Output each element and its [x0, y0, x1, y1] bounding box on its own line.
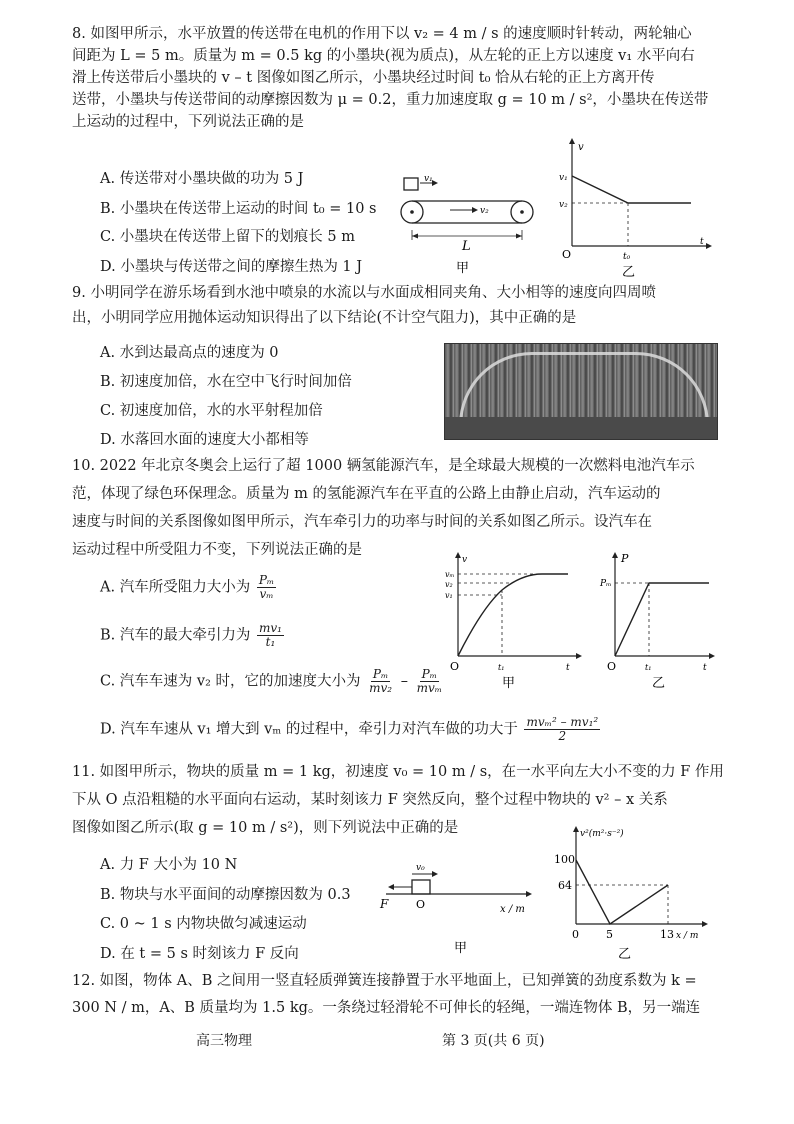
t0-tick: t₀	[623, 252, 631, 262]
q10-line-2: 范，体现了绿色环保理念。质量为 m 的氢能源汽车在平直的公路上由静止启动，汽车运动的	[72, 486, 661, 502]
tick-13: 13	[660, 928, 674, 941]
footer-subject: 高三物理	[196, 1033, 252, 1049]
q12-line-2: 300 N / m，A、B 质量均为 1.5 kg。一条绕过轻滑轮不可伸长的轻绳，一端连物体 B，另一端连	[72, 1000, 701, 1016]
q8-vt-graph	[556, 138, 714, 280]
q9-line-2: 出，小明同学应用抛体运动知识得出了以下结论(不计空气阻力)，其中正确的是	[72, 310, 577, 326]
q9-option-d: D. 水落回水面的速度大小都相等	[100, 432, 309, 448]
q11-line-2: 下从 O 点沿粗糙的水平面向右运动，某时刻该力 F 突然反向，整个过程中物块的 v² – x 关系	[72, 792, 668, 808]
length-label: L	[462, 239, 471, 254]
q10-option-c: C. 汽车车速为 v₂ 时，它的加速度大小为 $\frac{\text{Pₘ}}{\text{mv₂}}$ – $\frac{\text{Pₘ}}{\text{mvₘ}}$	[100, 667, 443, 695]
q10-line-3: 速度与时间的关系图像如图甲所示，汽车牵引力的功率与时间的关系如图乙所示。设汽车在	[72, 514, 652, 530]
q8-line-1: 8. 如图甲所示，水平放置的传送带在电机的作用下以 v₂ = 4 m / s 的速度顺时针转动，两轮轴心	[72, 26, 692, 42]
q10-fig-yi-caption: 乙	[652, 676, 666, 690]
t1-tick: t₁	[498, 663, 505, 672]
q10-origin-label: O	[450, 660, 460, 673]
q10-v-axis-label: v	[462, 555, 468, 565]
q11-line-3: 图像如图乙所示(取 g = 10 m / s²)，则下列说法中正确的是	[72, 820, 459, 836]
q10-t-axis-label: t	[566, 663, 570, 673]
q8-fig-yi-caption: 乙	[622, 265, 636, 280]
block-shape	[412, 880, 430, 894]
tick-5: 5	[606, 928, 613, 941]
fountain-arch	[459, 352, 709, 425]
q12-line-1: 12. 如图，物体 A、B 之间用一竖直轻质弹簧连接静置于水平地面上，已知弹簧的劲度系数为 k =	[72, 973, 697, 989]
q8-conveyor-figure	[392, 170, 542, 278]
q8-option-c: C. 小墨块在传送带上留下的划痕长 5 m	[100, 229, 355, 245]
q11-v2x-graph	[552, 824, 722, 966]
q8-option-a: A. 传送带对小墨块做的功为 5 J	[100, 171, 304, 187]
tick-64: 64	[558, 879, 572, 892]
q11-line-1: 11. 如图甲所示，物块的质量 m = 1 kg，初速度 v₀ = 10 m / s，在一水平向左大小不变的力 F 作用	[72, 764, 724, 780]
v-axis-label: v	[578, 142, 584, 153]
tick-0: 0	[572, 928, 579, 941]
q10-option-b: B. 汽车的最大牵引力为 $\frac{\text{mv₁}}{\text{t₁}}$	[100, 621, 282, 649]
q11-option-d: D. 在 t = 5 s 时刻该力 F 反向	[100, 946, 299, 962]
origin-label: O	[562, 248, 572, 261]
q11-block-figure	[376, 860, 541, 960]
q11-option-c: C. 0 ~ 1 s 内物块做匀减速运动	[100, 916, 307, 932]
v2-axis-label: v²(m²·s⁻²)	[580, 829, 624, 839]
q9-line-1: 9. 小明同学在游乐场看到水池中喷泉的水流以与水面成相同夹角、大小相等的速度向四周喷	[72, 285, 656, 301]
q10-pt-graph	[597, 550, 722, 690]
x-axis-label: x / m	[500, 904, 525, 915]
q10-fig-jia-caption: 甲	[502, 676, 516, 690]
fountain-pool	[445, 417, 717, 439]
vm-tick: vₘ	[445, 570, 455, 579]
q9-option-c: C. 初速度加倍，水的水平射程加倍	[100, 403, 323, 419]
tick-100: 100	[554, 853, 575, 866]
q8-fig-jia-caption: 甲	[456, 261, 470, 276]
t-axis-label: t	[700, 237, 704, 247]
fountain-photo	[444, 343, 718, 440]
q10-option-a: A. 汽车所受阻力大小为 $\frac{\text{Pₘ}}{\text{vₘ}}$	[100, 573, 275, 601]
q10b-t-axis-label: t	[703, 663, 707, 673]
v2-label: v₂	[480, 206, 489, 216]
q11-fig-jia-caption: 甲	[454, 941, 468, 956]
vt-line	[572, 176, 691, 203]
q11-option-a: A. 力 F 大小为 10 N	[100, 857, 238, 873]
q10-vt-graph	[440, 550, 585, 690]
q8-line-4: 送带，小墨块与传送带间的动摩擦因数为 μ = 0.2，重力加速度取 g = 10 m / s²，小墨块在传送带	[72, 92, 709, 108]
q8-line-2: 间距为 L = 5 m。质量为 m = 0.5 kg 的小墨块(视为质点)，从左轮的正上方以速度 v₁ 水平向右	[72, 48, 695, 64]
v1-tick: v₁	[559, 173, 568, 183]
force-label: F	[380, 897, 389, 911]
q11-option-b: B. 物块与水平面间的动摩擦因数为 0.3	[100, 887, 351, 903]
p-axis-label: P	[621, 552, 629, 565]
q11-x-axis-label: x / m	[676, 931, 699, 941]
q8-option-b: B. 小墨块在传送带上运动的时间 t₀ = 10 s	[100, 201, 377, 217]
v2-tick: v₂	[445, 580, 453, 589]
q8-line-5: 上运动的过程中，下列说法正确的是	[72, 114, 304, 130]
q10b-t1-tick: t₁	[645, 663, 652, 672]
ink-block-shape	[404, 178, 418, 190]
q10-option-d: D. 汽车车速从 v₁ 增大到 vₘ 的过程中，牵引力对汽车做的功大于 $\frac{\text{mvₘ² – mv₁²}}{2}$	[100, 715, 599, 743]
q8-line-3: 滑上传送带后小墨块的 v – t 图像如图乙所示，小墨块经过时间 t₀ 恰从右轮的正上方离开传	[72, 70, 655, 86]
pm-tick: Pₘ	[600, 579, 612, 589]
v1-label: v₁	[424, 174, 433, 184]
q11-fig-yi-caption: 乙	[618, 947, 632, 962]
v2-tick: v₂	[559, 200, 568, 210]
q9-option-b: B. 初速度加倍，水在空中飞行时间加倍	[100, 374, 352, 390]
q10-line-4: 运动过程中所受阻力不变，下列说法正确的是	[72, 542, 362, 558]
power-line	[615, 583, 709, 656]
v0-label: v₀	[416, 863, 425, 873]
origin-o-label: O	[416, 898, 426, 911]
v2x-line	[576, 860, 668, 924]
q10-line-1: 10. 2022 年北京冬奥会上运行了超 1000 辆氢能源汽车，是全球最大规模的一次燃料电池汽车示	[72, 458, 695, 474]
q10b-origin-label: O	[607, 660, 617, 673]
footer-page-number: 第 3 页(共 6 页)	[442, 1033, 545, 1049]
v1-tick: v₁	[445, 591, 453, 600]
q10-velocity-curve	[458, 574, 568, 656]
q8-option-d: D. 小墨块与传送带之间的摩擦生热为 1 J	[100, 259, 363, 275]
q9-option-a: A. 水到达最高点的速度为 0	[100, 345, 279, 361]
